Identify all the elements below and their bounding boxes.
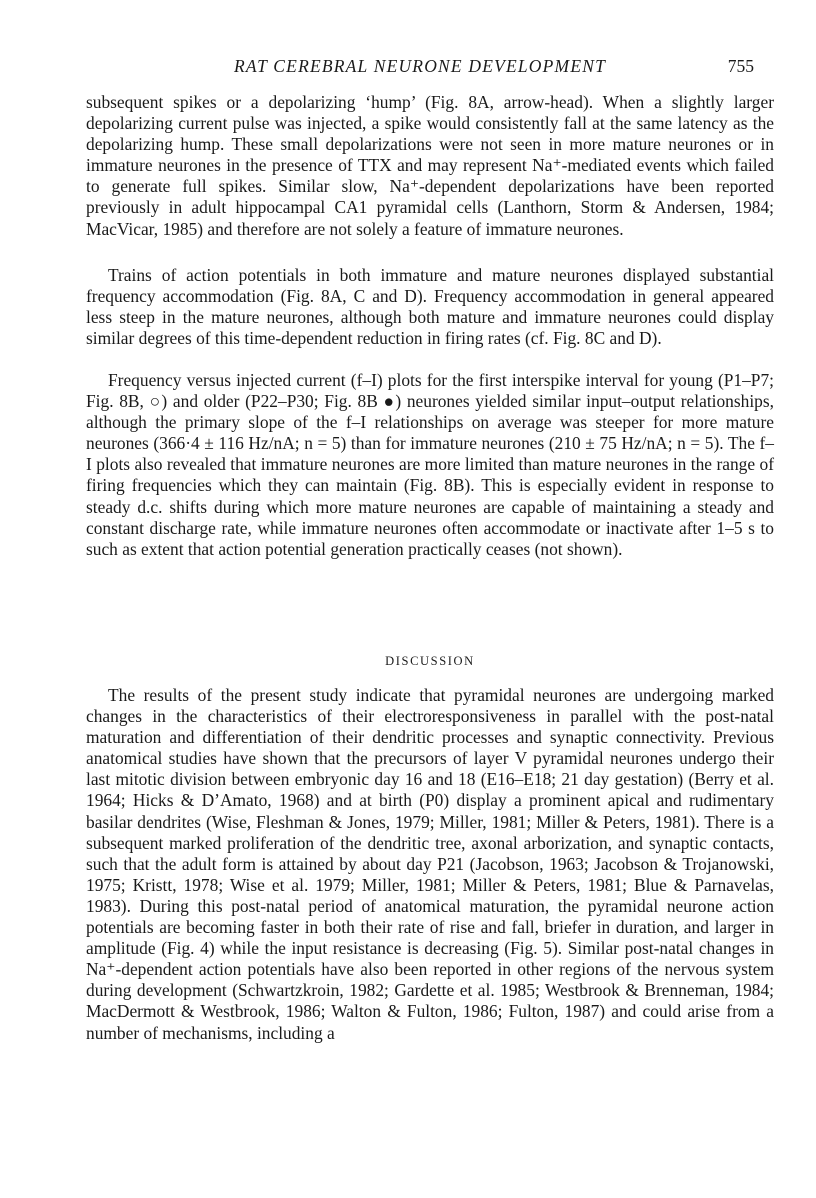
paragraph-fi-relationships: Frequency versus injected current (f–I) plots for the first interspike interval for young (P1–P7; Fig. 8B, ○) and older (P22–P30; Fig. 8B ●) neurones yielded similar input–output relationships, although the primary slope of the f–I relationships on average was steeper for more mature neurones (366·4 ± 116 Hz/nA; n = 5) than for immature neurones (210 ± 75 Hz/nA; n = 5). The f–I plots also revealed that immature neurones are more limited than mature neurones in the range of firing frequencies which they can maintain (Fig. 8B). This is especially evident in response to steady d.c. shifts during which more mature neurones are capable of maintaining a steady and constant discharge rate, while immature neurones often accommodate or inactivate after 1–5 s to such as extent that action potential generation practically ceases (not shown). [86, 370, 774, 559]
text-block-accommodation [86, 265, 774, 349]
running-title: RAT CEREBRAL NEURONE DEVELOPMENT [233, 56, 607, 76]
section-heading-discussion: DISCUSSION [385, 654, 475, 668]
page-number: 755 [727, 56, 754, 76]
running-head [86, 56, 754, 80]
paragraph-frequency-accommodation: Trains of action potentials in both immature and mature neurones displayed substantial frequency accommodation (Fig. 8A, C and D). Frequency accommodation in general appeared less steep in the mature neurones, although both mature and immature neurones could display similar degrees of this time-dependent reduction in firing rates (cf. Fig. 8C and D). [86, 265, 774, 349]
text-block-fi-plots [86, 370, 774, 560]
paragraph-na-depolarizations: subsequent spikes or a depolarizing ‘hump’ (Fig. 8A, arrow-head). When a slightly larger depolarizing current pulse was injected, a spike would consistently fall at the same latency as the depolarizing hump. These small depolarizations were not seen in more mature neurones or in immature neurones in the presence of TTX and may represent Na⁺-mediated events which failed to generate full spikes. Similar slow, Na⁺-dependent depolarizations have been reported previously in adult hippocampal CA1 pyramidal cells (Lanthorn, Storm & Andersen, 1984; MacVicar, 1985) and therefore are not solely a feature of immature neurones. [86, 92, 774, 239]
text-block-continuation [86, 92, 774, 240]
text-block-discussion [86, 685, 774, 1044]
paragraph-discussion-intro: The results of the present study indicate that pyramidal neurones are undergoing marked changes in the characteristics of their electroresponsiveness in parallel with the post-natal maturation and differentiation of their dendritic processes and synaptic connectivity. Previous anatomical studies have shown that the precursors of layer V pyramidal neurones undergo their last mitotic division between embryonic day 16 and 18 (E16–E18; 21 day gestation) (Berry et al. 1964; Hicks & D’Amato, 1968) and at birth (P0) display a prominent apical and rudimentary basilar dendrites (Wise, Fleshman & Jones, 1979; Miller, 1981; Miller & Peters, 1981). There is a subsequent marked proliferation of the dendritic tree, axonal arborization, and synaptic contacts, such that the adult form is attained by about day P21 (Jacobson, 1963; Jacobson & Trojanowski, 1975; Kristt, 1978; Wise et al. 1979; Miller, 1981; Miller & Peters, 1981; Blue & Parnavelas, 1983). During this post-natal period of anatomical maturation, the pyramidal neurone action potentials are becoming faster in both their rate of rise and fall, briefer in duration, and larger in amplitude (Fig. 4) while the input resistance is decreasing (Fig. 5). Similar post-natal changes in Na⁺-dependent action potentials have also been reported in other regions of the nervous system during development (Schwartzkroin, 1982; Gardette et al. 1985; Westbrook & Brenneman, 1984; MacDermott & Westbrook, 1986; Walton & Fulton, 1986; Fulton, 1987) and could arise from a number of mechanisms, including a [86, 685, 774, 1043]
